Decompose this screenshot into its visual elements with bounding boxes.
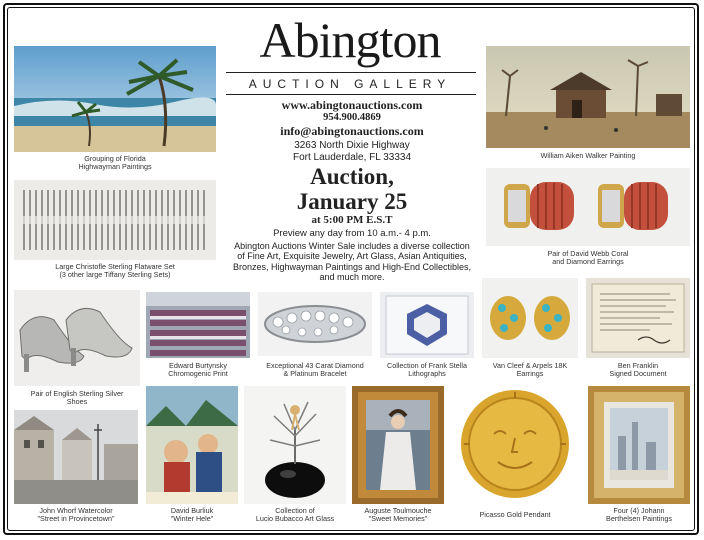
franklin-document-photo <box>586 278 690 358</box>
phone-number: 954.900.4869 <box>323 112 381 123</box>
flatware-set-caption: Large Christofle Sterling Flatware Set (3 other large Tiffany Sterling Sets) <box>55 262 175 280</box>
florida-paintings-photo <box>14 46 216 152</box>
picasso-pendant-caption: Picasso Gold Pendant <box>479 510 551 519</box>
auction-title-line-1: Auction, <box>310 164 394 189</box>
burliuk-painting-photo <box>146 386 238 504</box>
logo-divider <box>226 72 476 73</box>
franklin-document-caption: Ben Franklin Signed Document <box>609 361 667 379</box>
diamond-bracelet-caption: Exceptional 43 Carat Diamond & Platinum Bracelet <box>266 361 364 379</box>
silver-shoes-photo <box>14 290 140 386</box>
address-line-2: Fort Lauderdale, FL 33334 <box>292 152 412 163</box>
van-cleef-earrings-caption: Van Cleef & Arpels 18K Earrings <box>492 361 568 379</box>
bubacco-glass-caption: Collection of Lucio Bubacco Art Glass <box>255 506 335 524</box>
sale-description: Abington Auctions Winter Sale includes a diverse collection of Fine Art, Exquisite Jewelry, Art Glass, Asian Antiquities, Bronzes, Highwayman Paintings and High-End Collectibles, and much more. <box>232 241 472 283</box>
email-link[interactable]: info@abingtonauctions.com <box>280 124 424 138</box>
burtynsky-print-photo <box>146 292 250 358</box>
diamond-bracelet-photo <box>258 292 372 356</box>
website-link[interactable]: www.abingtonauctions.com <box>281 98 423 112</box>
auction-time: at 5:00 PM E.S.T <box>311 214 393 226</box>
gallery-subtitle: AUCTION GALLERY <box>248 77 452 91</box>
auction-title-line-2: January 25 <box>296 189 408 214</box>
van-cleef-earrings-photo <box>482 278 578 358</box>
whorf-watercolor-caption: John Whorf Watercolor "Street in Provincetown" <box>37 506 115 524</box>
toulmouche-painting-photo <box>352 386 444 504</box>
coral-earrings-caption: Pair of David Webb Coral and Diamond Earrings <box>547 249 629 267</box>
gallery-logo: Abington <box>259 12 441 68</box>
picasso-pendant-photo <box>450 386 580 504</box>
silver-shoes-caption: Pair of English Sterling Silver Shoes <box>30 389 124 407</box>
preview-hours: Preview any day from 10 a.m.- 4 p.m. <box>273 228 431 239</box>
walker-painting-photo <box>486 46 690 148</box>
whorf-watercolor-photo <box>14 410 138 504</box>
coral-earrings-photo <box>486 168 690 246</box>
burliuk-painting-caption: David Burliuk "Winter Hele" <box>170 506 214 524</box>
stella-lithograph-caption: Collection of Frank Stella Lithographs <box>387 361 467 379</box>
flatware-set-photo <box>14 180 216 260</box>
bubacco-glass-photo <box>244 386 346 504</box>
walker-painting-caption: William Aiken Walker Painting <box>540 151 636 160</box>
berthelsen-painting-photo <box>588 386 690 504</box>
berthelsen-painting-caption: Four (4) Johann Berthelsen Paintings <box>606 506 672 524</box>
subtitle-divider <box>226 94 476 95</box>
address-line-1: 3263 North Dixie Highway <box>294 140 410 151</box>
burtynsky-print-caption: Edward Burtynsky Chromogenic Print <box>168 361 228 379</box>
florida-paintings-caption: Grouping of Florida Highwayman Paintings <box>78 154 152 172</box>
stella-lithograph-photo <box>380 292 474 358</box>
toulmouche-painting-caption: Auguste Toulmouche "Sweet Memories" <box>364 506 432 524</box>
